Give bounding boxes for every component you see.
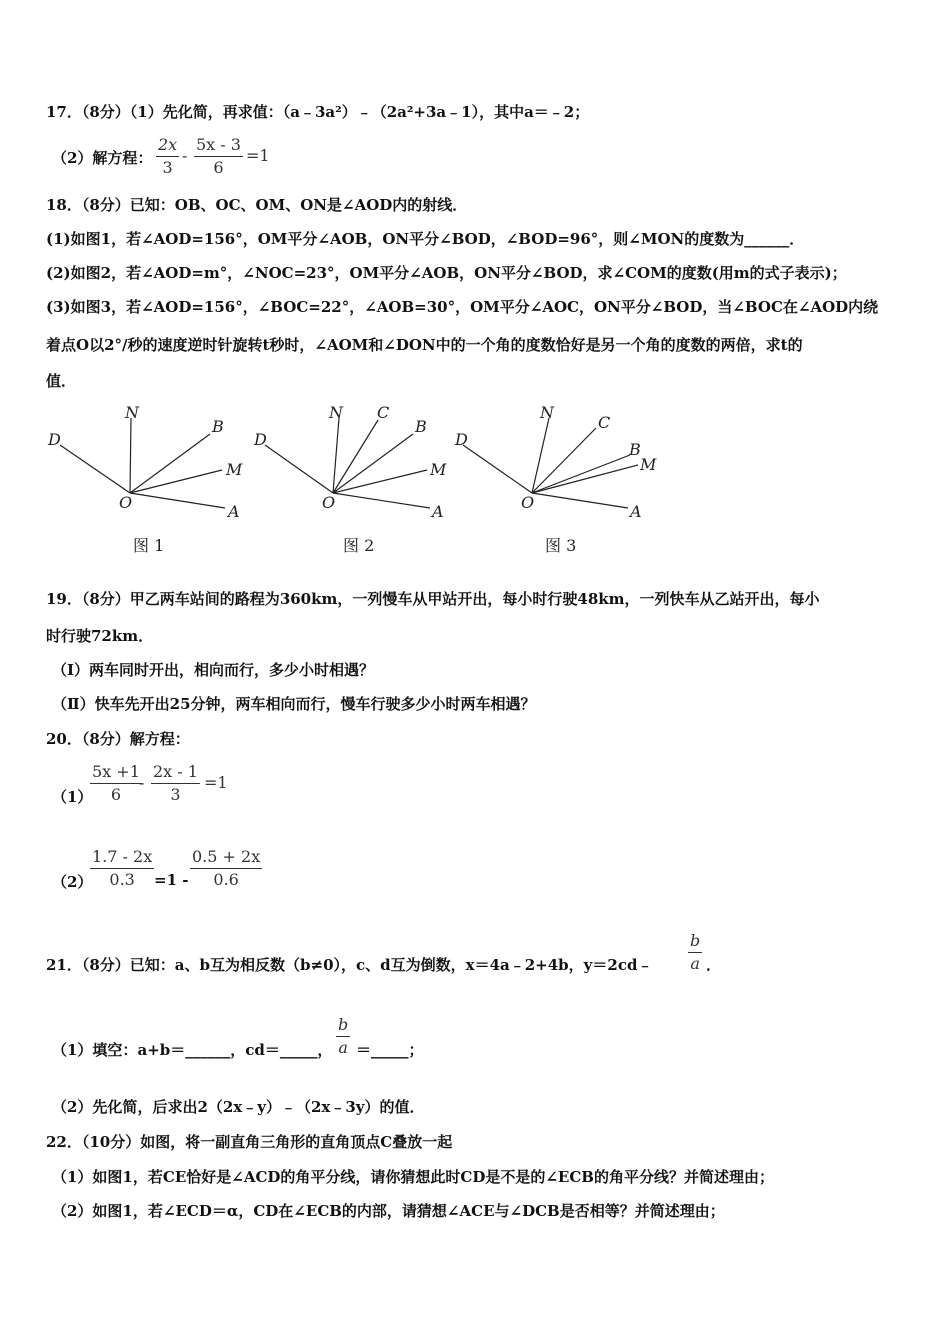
q20-p1-fraction-1 [90,761,145,806]
q21-part2: （2）先化简，后求出2（2x﹣y）﹣（2x﹣3y）的值． [52,1098,425,1116]
label-m: M [640,455,657,474]
q17-rhs: =1 [246,146,270,165]
label-a: A [630,502,642,521]
label-n: N [125,403,139,422]
q20-p1-numerator-1: 5x +1 [92,762,140,781]
q20-p1-numerator-2: 2x - 1 [153,762,198,781]
label-n: N [329,403,343,422]
label-d: D [48,430,61,449]
q20-p2-denominator-2: 0.6 [213,870,239,889]
label-a: A [432,502,444,521]
q19-line2: 时行驶72km． [46,627,154,645]
q20-p1-fraction-2 [151,761,200,806]
ray-om [333,470,427,493]
figure-2-labels [253,403,447,521]
q20-p1-rhs: =1 [204,773,228,792]
q21-p1-denominator: a [338,1038,348,1057]
q21-numerator: b [690,931,701,950]
q18-part3-line3: 值． [46,372,77,390]
q20-p2-middle: =1 - [154,871,189,889]
label-m: M [226,460,243,479]
q19-part2: （Ⅱ）快车先开出25分钟，两车相向而行，慢车行驶多少小时两车相遇？ [52,695,536,713]
label-d: D [455,430,468,449]
q17-denominator-2: 6 [213,158,224,177]
q22-part2: （2）如图1，若∠ECD＝α，CD在∠ECB的内部，请猜想∠ACE与∠DCB是否相等？并简述理由； [52,1202,725,1220]
label-b: B [212,417,224,436]
ray-od [265,445,333,493]
ray-oa [333,493,430,508]
q21-fraction-b-over-a [688,930,702,975]
q20-p2-fraction-2 [190,846,262,891]
label-d: D [254,430,267,449]
q21-p1-numerator: b [338,1015,349,1034]
q20-p1-denominator-2: 3 [170,785,181,804]
ray-ob [130,434,210,493]
ray-om [532,465,638,493]
q17-fraction-1 [156,134,179,179]
q18-part3-line2: 着点O以2°/秒的速度逆时针旋转t秒时，∠AOM和∠DON中的一个角的度数恰好是另一个角的度数的两倍，求t的 [46,336,803,354]
ray-ob [333,434,413,493]
figure-1-caption: 图 1 [133,536,165,555]
q17-denominator-1: 3 [162,158,173,177]
q17-numerator-2: 5x - 3 [196,135,241,154]
ray-on [532,418,549,493]
ray-oc [333,420,378,493]
q18-part2: (2)如图2，若∠AOD=m°，∠NOC=23°，OM平分∠AOB，ON平分∠BOD，求∠COM的度数(用m的式子表示)； [46,264,847,282]
label-c: C [598,413,611,432]
q17-fraction-2 [194,134,243,179]
q21-line1-end: ． [706,956,722,974]
q20-p1-denominator-1: 6 [110,785,122,804]
q17-minus: - [182,146,188,165]
ray-om [130,470,222,493]
q20-intro: 20．（8分）解方程： [46,730,190,748]
q17-numerator-1: 2x [158,135,178,154]
figure-1 [60,418,225,508]
label-a: A [228,502,240,521]
q21-p1-fraction-b-over-a [336,1014,350,1059]
label-n: N [540,403,554,422]
q18-part1: (1)如图1，若∠AOD=156°，OM平分∠AOB，ON平分∠BOD，∠BOD=96°，则∠MON的度数为______． [46,230,805,248]
label-b: B [415,417,427,436]
q18-intro: 18．（8分）已知：OB、OC、OM、ON是∠AOD内的射线． [46,196,468,214]
q20-p2-numerator-1: 1.7 - 2x [92,847,153,866]
q17-line2-prefix: （2）解方程： [52,149,153,167]
ray-on [130,418,131,493]
q20-part2-label: （2） [52,873,93,891]
q21-part1-prefix: （1）填空：a+b＝______，cd＝_____， [52,1041,333,1059]
ray-oa [532,493,628,508]
q21-part1-suffix: ＝_____； [356,1041,424,1059]
ray-ob [532,455,630,493]
ray-od [463,445,532,493]
figure-3 [463,418,638,508]
q18-part3-line1: (3)如图3，若∠AOD=156°，∠BOC=22°，∠AOB=30°，OM平分∠AOC，ON平分∠BOD，当∠BOC在∠AOD内绕 [46,298,879,316]
figure-2 [265,418,430,508]
q17-line1: 17．（8分）（1）先化简，再求值：（a﹣3a²）﹣（2a²+3a﹣1），其中a＝﹣2； [46,103,590,121]
ray-on [333,418,339,493]
q19-line1: 19．（8分）甲乙两车站间的路程为360km，一列慢车从甲站开出，每小时行驶48km，一列快车从乙站开出，每小 [46,590,820,608]
figure-1-labels [47,403,243,521]
label-m: M [430,460,447,479]
q20-part1-label: （1） [52,788,93,806]
q22-line1: 22．（10分）如图，将一副直角三角形的直角顶点C叠放一起 [46,1133,453,1151]
q21-denominator: a [690,954,700,973]
q20-p2-fraction-1 [90,846,154,891]
q22-part1: （1）如图1，若CE恰好是∠ACD的角平分线，请你猜想此时CD是不是的∠ECB的角平分线？并简述理由； [52,1168,774,1186]
figure-3-labels [454,403,657,521]
q18-figures [0,400,950,530]
q20-p1-minus: - [139,773,145,792]
figure-3-caption: 图 3 [545,536,577,555]
figure-2-caption: 图 2 [343,536,375,555]
ray-oc [532,428,596,493]
ray-oa [130,493,225,508]
label-o: O [119,493,133,512]
q20-p2-denominator-1: 0.3 [109,870,135,889]
label-c: C [377,403,390,422]
q19-part1: （Ⅰ）两车同时开出，相向而行，多少小时相遇？ [52,661,375,679]
label-b: B [629,440,641,459]
label-o: O [521,493,535,512]
q21-line1: 21．（8分）已知：a、b互为相反数（b≠0），c、d互为倒数，x＝4a﹣2+4b，y＝2cd﹣ [46,956,653,974]
q20-p2-numerator-2: 0.5 + 2x [192,847,261,866]
ray-od [60,445,130,493]
label-o: O [322,493,336,512]
